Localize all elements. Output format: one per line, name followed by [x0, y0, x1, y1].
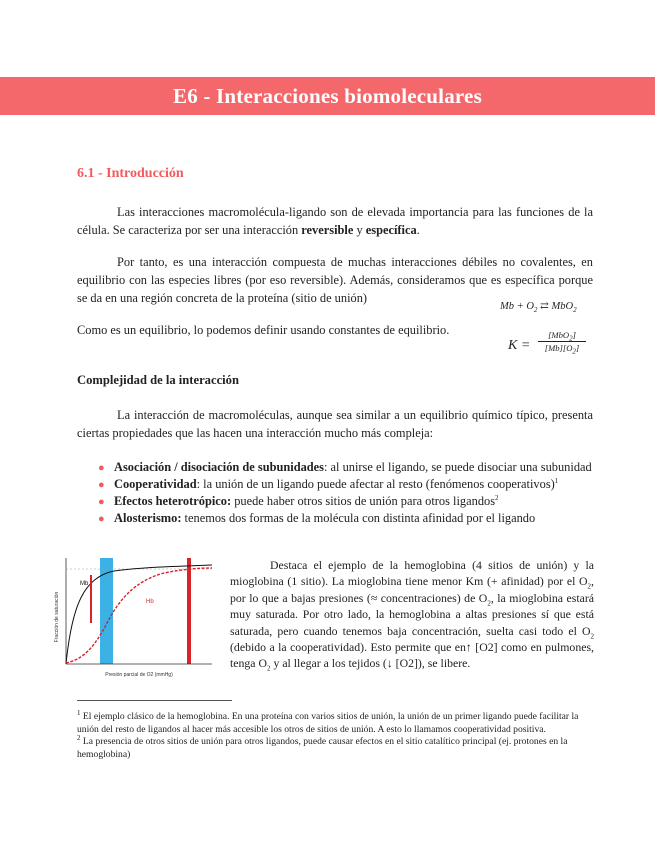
p5-t5: y al llegar a los tejidos (↓ [O2]), se libere.	[270, 656, 471, 671]
reaction-right: MbO	[551, 301, 574, 312]
p5-t4: (debido a la cooperatividad). Esto permite que en↑ [O2] como en pulmones, tenga O	[230, 640, 594, 671]
k-numerator-text: [MbO	[548, 330, 570, 340]
p5-s3: 2	[590, 631, 594, 640]
oxygen-binding-figure	[54, 555, 214, 680]
tissues-band	[100, 558, 113, 664]
para1-bold-especifica: específica	[365, 223, 417, 237]
footnote-number: 2	[77, 734, 81, 742]
paragraph-hemoglobin	[230, 557, 594, 672]
k-numerator	[538, 330, 586, 342]
footnote-ref: 1	[554, 476, 559, 485]
bullet-bold: Cooperatividad	[114, 477, 197, 491]
para1-bold-reversible: reversible	[301, 223, 354, 237]
paragraph-intro	[77, 203, 593, 239]
bullet-bold: Asociación / disociación de subunidades	[114, 460, 324, 474]
subsection-title: Complejidad de la interacción	[77, 373, 239, 387]
list-item	[96, 459, 592, 476]
paragraph-non-covalent: Por tanto, es una interacción compuesta de muchas interacciones débiles no covalentes, en equilibrio con las especies libres (por eso reversible). Además, consideramos que es específica porque se da en una región concreta de la proteína (sitio de unión)	[77, 255, 593, 305]
page-title: E6 - Interacciones biomoleculares	[173, 84, 482, 108]
footnote-number: 1	[77, 708, 81, 717]
delta-marker	[90, 575, 92, 623]
list-item	[96, 476, 592, 493]
p5-s2: 2	[487, 599, 491, 608]
k-numerator-sub: 2	[569, 334, 573, 343]
para1-text-a: Las interacciones macromolécula-ligando son de elevada importancia para las funciones de la célula. Se caracteriza por ser una interacción	[77, 205, 593, 237]
bullet-bold: Efectos heterotrópico:	[114, 494, 232, 508]
bullet-icon: ●	[98, 462, 105, 474]
footnote-divider	[77, 700, 232, 701]
reaction-right-sub: 2	[573, 306, 577, 315]
list-item	[96, 493, 592, 510]
paragraph-complexity: La interacción de macromoléculas, aunque sea similar a un equilibrio químico típico, presenta ciertas propiedades que las hacen una interacción mucho más compleja:	[77, 408, 593, 440]
k-denominator-text: [Mb][O	[544, 343, 573, 353]
bullet-text: tenemos dos formas de la molécula con distinta afinidad por el ligando	[181, 511, 536, 525]
paragraph-equilibrium: Como es un equilibrio, lo podemos definir usando constantes de equilibrio.	[77, 323, 450, 337]
k-numerator-end: ]	[572, 330, 576, 340]
x-axis-label: Presión parcial de O2 (mmHg)	[105, 672, 173, 678]
p5-t3: , la mioglobina estará muy saturada. Por otro lado, la hemoglobina a altas presiones sí que está saturada, pero cuando tenemos baja concentración, suelta casi todo el O	[230, 590, 594, 638]
p5-t1: Destaca el ejemplo de la hemoglobina (4 sitios de unión) y la mioglobina (1 sitio). La mioglobina tiene menor Km (+ afinidad) por el O	[230, 558, 594, 589]
bullet-text: puede haber otros sitios de unión para otros ligandos	[231, 494, 496, 508]
footnote-item	[77, 708, 593, 736]
bullet-icon: ●	[98, 479, 105, 491]
k-denominator-sub: 2	[572, 347, 576, 356]
bullet-text: : la unión de un ligando puede afectar al resto (fenómenos cooperativos)	[196, 477, 555, 491]
footnote-item	[77, 736, 593, 761]
bullet-bold: Alosterismo:	[114, 511, 182, 525]
bullet-icon: ●	[98, 513, 105, 525]
bullet-text: : al unirse el ligando, se puede disociar una subunidad	[324, 460, 592, 474]
footnote-text: El ejemplo clásico de la hemoglobina. En una proteína con varios sitios de unión, la unión de un primer ligando puede facilitar la unión del resto de ligandos al hacer más accesible los otros de sitios de unión. A esto lo llamamos cooperatividad positiva.	[77, 711, 579, 735]
section-title: 6.1 - Introducción	[77, 166, 184, 181]
equilibrium-constant-equation	[508, 330, 593, 362]
bullet-icon: ●	[98, 496, 105, 508]
footnote-text: La presencia de otros sitios de unión para otros ligandos, puede causar efectos en el sitio catalítico principal (ej. protones en la hemoglobina)	[77, 736, 568, 760]
footnote-ref: 2	[495, 493, 499, 502]
p5-t2: , por lo que a bajas presiones (≈ concentraciones) de O	[230, 574, 594, 605]
reaction-equation	[500, 300, 590, 320]
k-symbol: K =	[508, 338, 531, 353]
para1-text-b: y	[353, 223, 366, 237]
mb-label: Mb	[80, 581, 89, 587]
reaction-sub: 2	[533, 306, 538, 315]
list-item	[96, 510, 592, 527]
k-denominator-end: ]	[575, 343, 580, 353]
hb-label: Hb	[146, 599, 154, 605]
p5-s4: 2	[267, 664, 271, 673]
k-denominator	[538, 343, 586, 354]
equilibrium-arrow-icon: ⇄	[540, 301, 549, 312]
page-title-banner	[0, 77, 655, 115]
y-axis-label: Fracción de saturación	[54, 591, 60, 643]
p5-s1: 2	[587, 582, 592, 591]
reaction-left: Mb + O	[500, 301, 534, 312]
lungs-band	[187, 558, 191, 664]
properties-list	[96, 459, 592, 527]
footnotes	[77, 708, 593, 761]
para1-text-c: .	[416, 223, 420, 237]
